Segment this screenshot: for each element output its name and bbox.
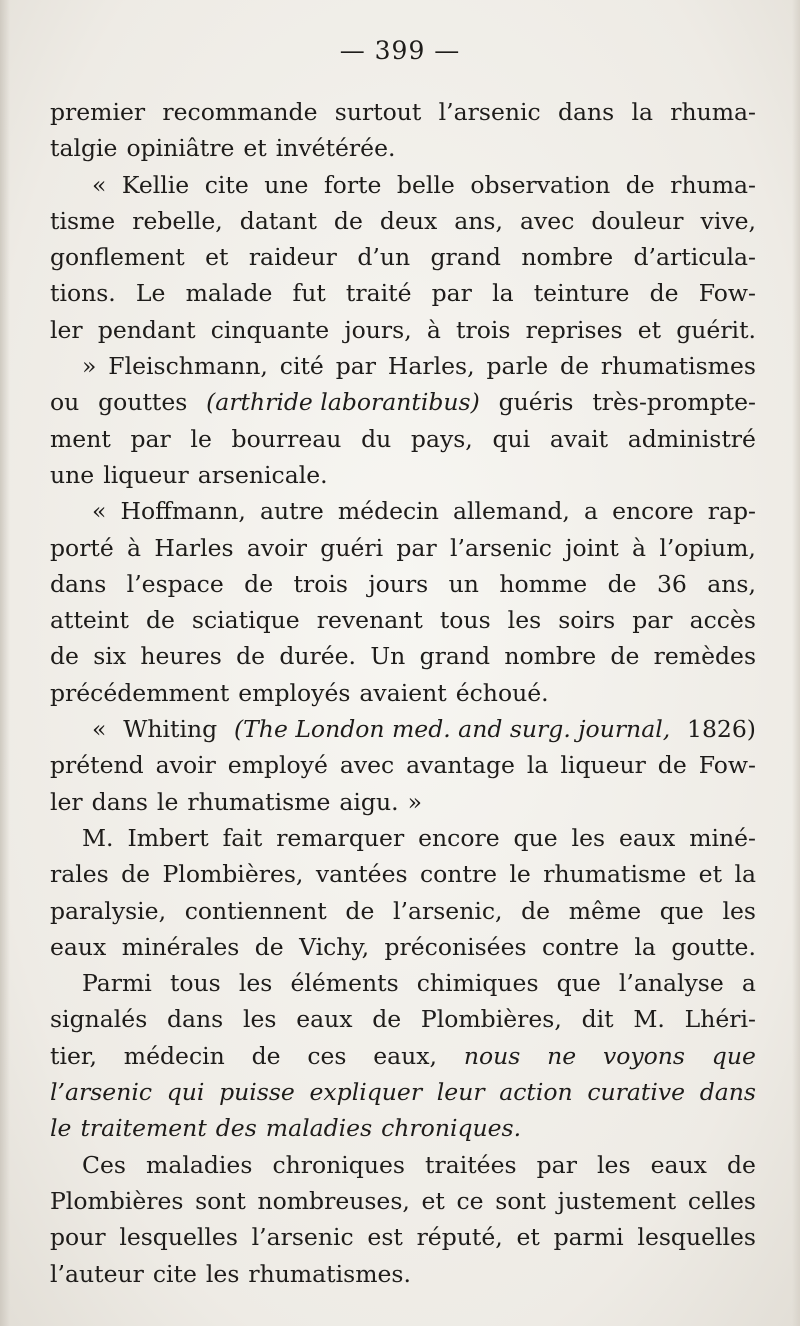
text-line (50, 893, 756, 929)
word: échoué. (455, 678, 549, 707)
word: gouttes (98, 388, 188, 417)
word: ler (50, 315, 83, 344)
text-line (50, 747, 756, 783)
word: que (711, 1041, 756, 1070)
word: (The London med. and surg. journal, (233, 715, 671, 744)
word: ans, (454, 206, 503, 235)
word: » (407, 787, 422, 816)
word: malade (185, 279, 273, 308)
word: tous (439, 606, 491, 635)
word: employés (238, 678, 351, 707)
word: avaient (359, 678, 447, 707)
word: les (597, 1150, 631, 1179)
word: le (509, 860, 531, 889)
word: accès (689, 606, 756, 635)
word: et (421, 1186, 445, 1215)
word: deux (379, 206, 438, 235)
word: par (396, 533, 437, 562)
word: ces (307, 1041, 347, 1070)
word: forte (323, 170, 382, 199)
word: goutte. (671, 932, 756, 961)
word: observation (470, 170, 611, 199)
word: sont (195, 1186, 246, 1215)
page-right-shadow (792, 0, 800, 1326)
word: curative (587, 1078, 686, 1107)
word: (arthride laborantibus) (206, 388, 480, 417)
word: et (637, 315, 662, 344)
word: miné- (689, 823, 756, 852)
word: cité (279, 352, 324, 381)
text-line (50, 1147, 756, 1183)
word: teinture (533, 279, 630, 308)
word: rebelle, (132, 206, 223, 235)
word: par (335, 352, 376, 381)
word: avoir (155, 751, 216, 780)
word: six (93, 642, 127, 671)
word: opiniâtre (126, 134, 235, 163)
text-line (50, 348, 756, 384)
word: dans (557, 98, 615, 126)
word: tier, (50, 1041, 97, 1070)
text-line (50, 1110, 756, 1146)
word: fut (292, 279, 326, 308)
word: rap- (707, 497, 756, 526)
word: ans, (707, 569, 756, 598)
word: encore (612, 497, 694, 526)
word: a (741, 969, 756, 998)
word: vive, (700, 206, 756, 235)
word: de (50, 642, 79, 671)
word: heures (140, 642, 222, 671)
word: justement (557, 1186, 677, 1215)
word: parle (486, 352, 549, 381)
word: premier (50, 98, 146, 126)
word: nombreuses, (257, 1186, 410, 1215)
word: tous (169, 969, 221, 998)
text-line (50, 312, 756, 348)
word: soirs (558, 606, 616, 635)
word: médecin (123, 1041, 225, 1070)
word: sont (495, 1186, 546, 1215)
word: puisse (219, 1078, 295, 1107)
word: de (521, 896, 551, 925)
word: trois (293, 569, 348, 598)
word: que (513, 823, 558, 852)
word: ment (50, 424, 111, 453)
word: les (238, 969, 273, 998)
word: nombre (504, 642, 597, 671)
word: un (448, 569, 479, 598)
word: d’articula- (633, 243, 756, 272)
word: de (244, 569, 274, 598)
word: eaux (650, 1150, 707, 1179)
word: contiennent (184, 896, 327, 925)
word: les (242, 1005, 277, 1034)
word: rhumatismes. (248, 1259, 411, 1288)
word: revenant (316, 606, 423, 635)
word: lesquelles (637, 1223, 756, 1252)
word: belle (396, 170, 455, 199)
word: Un (370, 642, 406, 671)
page-left-shadow (0, 0, 10, 1326)
word: cite (204, 170, 249, 199)
text-line (50, 530, 756, 566)
word: maladies (146, 1150, 253, 1179)
word: dans (699, 1078, 756, 1107)
word: jours (368, 569, 429, 598)
text-line (50, 1074, 756, 1110)
word: ce (456, 1186, 484, 1215)
word: rhumatisme (543, 860, 687, 889)
text-line (50, 638, 756, 674)
word: atteint (50, 606, 129, 635)
word: Ces (82, 1150, 126, 1179)
text-line (50, 94, 756, 130)
word: rhuma- (670, 170, 756, 199)
text-line (50, 784, 756, 820)
text-line (50, 239, 756, 275)
word: fait (222, 823, 263, 852)
text-line (50, 130, 756, 166)
text-line (50, 965, 756, 1001)
page-number: — 399 — (339, 36, 461, 65)
word: 36 (656, 569, 687, 598)
word: du (361, 424, 392, 453)
word: traitées (425, 1150, 517, 1179)
word: de (657, 751, 687, 780)
word: et (205, 243, 229, 272)
word: chroniques. (381, 1114, 522, 1143)
word: a (584, 497, 599, 526)
word: avantage (406, 751, 515, 780)
word: administré (627, 424, 756, 453)
word: par (536, 1150, 577, 1179)
word: précédemment (50, 678, 230, 707)
word: de (610, 642, 640, 671)
word: Plombières (50, 1186, 184, 1215)
word: eaux (296, 1005, 353, 1034)
word: les (722, 896, 756, 925)
text-line (50, 384, 756, 420)
word: leur (436, 1078, 485, 1107)
word: de (560, 352, 589, 381)
word: Le (135, 279, 166, 308)
word: que (556, 969, 601, 998)
word: eaux (618, 823, 676, 852)
word: minérales (121, 932, 240, 961)
word: de (145, 606, 175, 635)
text-line (50, 1001, 756, 1037)
word: joint (565, 533, 619, 562)
word: M. (633, 1005, 665, 1034)
word: voyons (602, 1041, 685, 1070)
word: chimiques (416, 969, 539, 998)
word: rales (50, 860, 109, 889)
word: avec (520, 206, 575, 235)
word: datant (239, 206, 317, 235)
word: pour (50, 1223, 106, 1252)
word: par (130, 424, 171, 453)
word: Parmi (82, 969, 152, 998)
word: parmi (553, 1223, 624, 1252)
word: Vichy, (299, 932, 370, 961)
word: surtout (334, 98, 422, 126)
word: douleur (591, 206, 684, 235)
word: Fow- (698, 751, 756, 780)
text-line (50, 675, 756, 711)
word: l’auteur (50, 1259, 144, 1288)
word: l’espace (126, 569, 224, 598)
word: raideur (248, 243, 337, 272)
word: celles (687, 1186, 756, 1215)
word: l’arsenic (438, 98, 541, 126)
word: » (82, 352, 97, 381)
text-line (50, 1219, 756, 1255)
word: de (607, 569, 637, 598)
word: signalés (50, 1005, 148, 1034)
word: la (634, 932, 656, 961)
word: une (264, 170, 309, 199)
word: guéris (498, 388, 574, 417)
word: autre (260, 497, 324, 526)
word: porté (50, 533, 114, 562)
word: ne (547, 1041, 577, 1070)
word: durée. (279, 642, 357, 671)
word: remèdes (653, 642, 756, 671)
word: par (431, 279, 472, 308)
word: de (121, 860, 151, 889)
text-line (50, 275, 756, 311)
word: est (367, 1223, 403, 1252)
word: de (625, 170, 655, 199)
word: Kellie (121, 170, 190, 199)
word: nous (463, 1041, 521, 1070)
word: très-prompte- (592, 388, 756, 417)
word: action (499, 1078, 573, 1107)
word: rhumatismes (600, 352, 756, 381)
word: nombre (521, 243, 614, 272)
word: tions. (50, 279, 116, 308)
word: allemand, (452, 497, 570, 526)
word: de (251, 1041, 281, 1070)
word: de (726, 1150, 756, 1179)
word: la (631, 98, 653, 126)
word: « (92, 497, 107, 526)
word: qui (492, 424, 531, 453)
word: Hoffmann, (120, 497, 246, 526)
word: de (236, 642, 266, 671)
word: qui (166, 1078, 205, 1107)
word: à (426, 315, 441, 344)
text-line (50, 856, 756, 892)
word: paralysie, (50, 896, 167, 925)
text-line (50, 711, 756, 747)
word: 1826) (687, 715, 756, 744)
word: liqueur (560, 751, 646, 780)
word: réputé, (416, 1223, 503, 1252)
word: par (632, 606, 673, 635)
word: Fow- (698, 279, 756, 308)
word: contre (541, 932, 619, 961)
word: ler (50, 787, 83, 816)
word: Fleischmann, (108, 352, 268, 381)
word: eaux (50, 932, 107, 961)
word: Lhéri- (684, 1005, 756, 1034)
text-line (50, 421, 756, 457)
word: Harles (154, 533, 234, 562)
word: lesquelles (119, 1223, 238, 1252)
word: pendant (97, 315, 196, 344)
word: tisme (50, 206, 116, 235)
word: chroniques (272, 1150, 405, 1179)
text-line (50, 566, 756, 602)
word: d’un (357, 243, 411, 272)
word: jours, (344, 315, 412, 344)
text-line (50, 929, 756, 965)
word: médecin (337, 497, 439, 526)
word: M. (82, 823, 114, 852)
word: rhuma- (670, 98, 756, 126)
word: les (571, 823, 606, 852)
word: à (632, 533, 647, 562)
word: homme (499, 569, 588, 598)
word: avait (549, 424, 609, 453)
word: Plombières, (162, 860, 304, 889)
word: traitement (80, 1114, 207, 1143)
word: « (92, 170, 107, 199)
text-line (50, 167, 756, 203)
word: dit (581, 1005, 614, 1034)
word: Harles, (387, 352, 475, 381)
word: Whiting (123, 715, 218, 744)
word: le (50, 1114, 72, 1143)
word: le (190, 424, 212, 453)
word: l’analyse (618, 969, 724, 998)
word: l’arsenic (449, 533, 552, 562)
word: de (372, 1005, 402, 1034)
word: la (492, 279, 514, 308)
word: éléments (290, 969, 399, 998)
word: de (254, 932, 284, 961)
word: recommande (162, 98, 318, 126)
word: cinquante (210, 315, 330, 344)
word: expliquer (309, 1078, 423, 1107)
text-line (50, 457, 756, 493)
word: avoir (246, 533, 308, 562)
word: prétend (50, 751, 144, 780)
word: les (205, 1259, 240, 1288)
word: et (698, 860, 723, 889)
word: dans (50, 569, 107, 598)
word: de (333, 206, 363, 235)
word: la (526, 751, 549, 780)
word: eaux, (373, 1041, 438, 1070)
word: l’arsenic (50, 1078, 153, 1107)
word: sciatique (191, 606, 300, 635)
word: l’opium, (659, 533, 756, 562)
word: trois (456, 315, 511, 344)
word: dans (91, 787, 148, 816)
word: contre (419, 860, 497, 889)
word: reprises (525, 315, 623, 344)
text-line (50, 602, 756, 638)
word: traité (345, 279, 412, 308)
word: « (92, 715, 107, 744)
word: l’arsenic, (393, 896, 503, 925)
text-line (50, 203, 756, 239)
word: dans (166, 1005, 224, 1034)
text-line (50, 1038, 756, 1074)
text-line (50, 1183, 756, 1219)
word: des (215, 1114, 257, 1143)
word: talgie (50, 134, 118, 163)
word: que (659, 896, 704, 925)
word: rhumatisme (187, 787, 331, 816)
word: préconisées (384, 932, 527, 961)
word: avec (339, 751, 395, 780)
word: bourreau (231, 424, 342, 453)
word: invétérée. (275, 134, 396, 163)
word: et (516, 1223, 540, 1252)
word: à (127, 533, 142, 562)
word: liqueur (103, 460, 189, 489)
word: le (156, 787, 179, 816)
word: guéri (320, 533, 384, 562)
word: aigu. (339, 787, 399, 816)
text-line (50, 820, 756, 856)
word: encore (418, 823, 500, 852)
word: remarquer (276, 823, 405, 852)
word: cite (152, 1259, 197, 1288)
word: une (50, 460, 95, 489)
word: grand (430, 243, 501, 272)
word: de (649, 279, 679, 308)
word: Plombières, (420, 1005, 562, 1034)
text-line (50, 493, 756, 529)
word: même (568, 896, 642, 925)
word: les (507, 606, 542, 635)
word: de (345, 896, 375, 925)
word: gonflement (50, 243, 185, 272)
word: pays, (410, 424, 473, 453)
word: grand (419, 642, 491, 671)
word: la (734, 860, 756, 889)
word: vantées (315, 860, 408, 889)
word: ou (50, 388, 80, 417)
word: Imbert (127, 823, 209, 852)
word: guérit. (676, 315, 756, 344)
word: et (243, 134, 267, 163)
word: employé (227, 751, 328, 780)
word: l’arsenic (251, 1223, 354, 1252)
word: maladies (265, 1114, 373, 1143)
word: arsenicale. (197, 460, 328, 489)
body-text (50, 94, 756, 1292)
text-line (50, 1256, 756, 1292)
